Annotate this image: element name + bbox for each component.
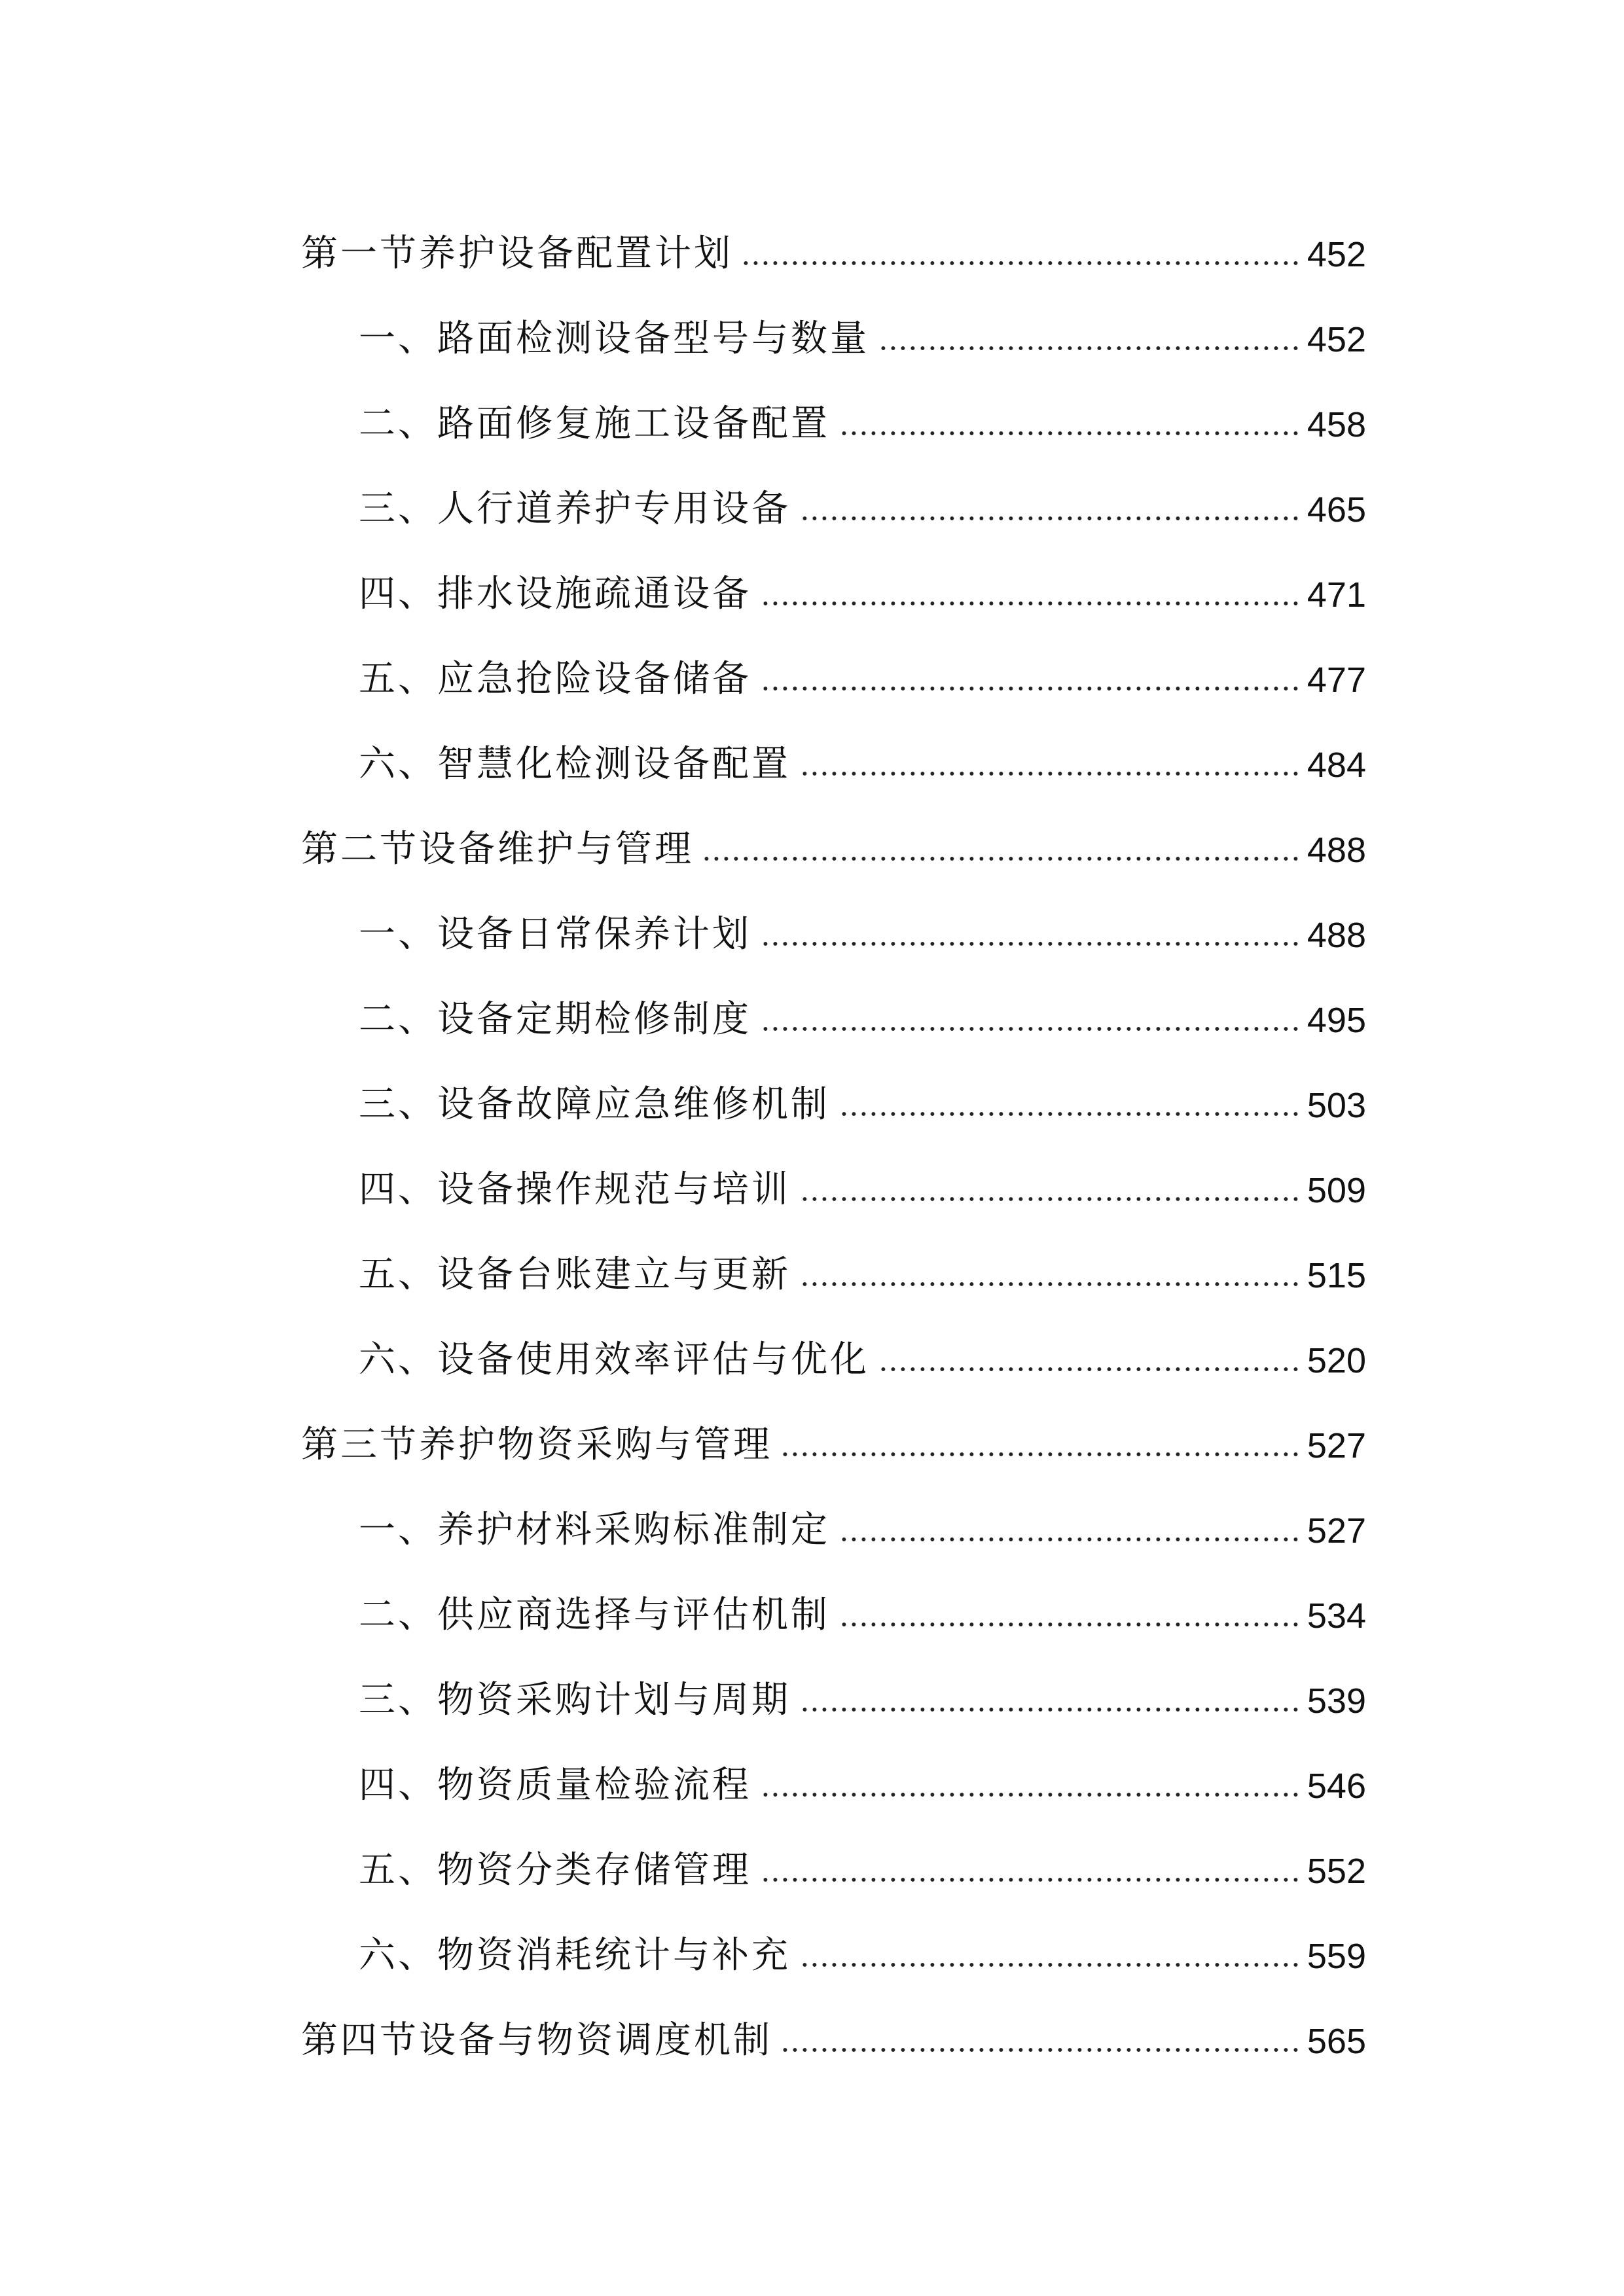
dot-leader <box>761 1876 1301 1884</box>
dot-leader <box>761 940 1301 948</box>
toc-entry-page: 565 <box>1307 2022 1366 2061</box>
dot-leader <box>839 1621 1301 1628</box>
dot-leader <box>800 1280 1301 1288</box>
toc-entry-title: 二、设备定期检修制度 <box>359 998 751 1041</box>
toc-entry-page: 527 <box>1307 1426 1366 1465</box>
toc-entry-page: 484 <box>1307 745 1366 785</box>
toc-entry[interactable] <box>359 634 1366 699</box>
toc-entry-title: 二、路面修复施工设备配置 <box>359 403 830 445</box>
toc-entry[interactable] <box>359 889 1366 954</box>
dot-leader <box>839 1535 1301 1543</box>
dot-leader <box>878 1365 1301 1373</box>
toc-entry-page: 495 <box>1307 1001 1366 1040</box>
toc-entry-title: 一、设备日常保养计划 <box>359 913 751 956</box>
toc-entry-title: 第一节养护设备配置计划 <box>301 232 733 275</box>
dot-leader <box>761 1025 1301 1033</box>
toc-entry[interactable] <box>359 293 1366 359</box>
toc-entry-title: 六、物资消耗统计与补充 <box>359 1934 791 1977</box>
toc-entry-page: 452 <box>1307 320 1366 359</box>
toc-entry-page: 488 <box>1307 916 1366 955</box>
dot-leader <box>800 514 1301 522</box>
toc-entry[interactable] <box>301 804 1366 869</box>
toc-entry[interactable] <box>359 1314 1366 1380</box>
toc-entry[interactable] <box>359 1740 1366 1805</box>
toc-entry-page: 559 <box>1307 1937 1366 1976</box>
toc-entry-page: 539 <box>1307 1681 1366 1721</box>
toc-entry[interactable] <box>359 1229 1366 1295</box>
dot-leader <box>761 685 1301 692</box>
dot-leader <box>800 1961 1301 1969</box>
toc-entry[interactable] <box>359 719 1366 784</box>
toc-entry[interactable] <box>359 1059 1366 1124</box>
toc-entry[interactable] <box>359 378 1366 444</box>
dot-leader <box>800 1195 1301 1203</box>
toc-entry[interactable] <box>359 548 1366 614</box>
toc-entry-page: 452 <box>1307 235 1366 274</box>
dot-leader <box>782 1450 1301 1458</box>
toc-entry-page: 534 <box>1307 1596 1366 1636</box>
toc-entry-title: 四、设备操作规范与培训 <box>359 1168 791 1211</box>
dot-leader <box>761 1791 1301 1799</box>
toc-entry[interactable] <box>301 1399 1366 1465</box>
toc-entry-title: 六、智慧化检测设备配置 <box>359 743 791 785</box>
dot-leader <box>782 2046 1301 2054</box>
dot-leader <box>839 1110 1301 1118</box>
toc-entry-title: 五、物资分类存储管理 <box>359 1849 751 1892</box>
dot-leader <box>800 1706 1301 1713</box>
dot-leader <box>878 344 1301 352</box>
toc-entry[interactable] <box>359 1910 1366 1975</box>
toc-entry-page: 515 <box>1307 1256 1366 1295</box>
toc-entry-title: 六、设备使用效率评估与优化 <box>359 1338 869 1381</box>
toc-entry-page: 546 <box>1307 1767 1366 1806</box>
dot-leader <box>800 770 1301 778</box>
toc-entry[interactable] <box>359 1144 1366 1210</box>
dot-leader <box>839 429 1301 437</box>
toc-entry[interactable] <box>359 1655 1366 1720</box>
dot-leader <box>703 855 1301 863</box>
toc-entry-title: 四、排水设施疏通设备 <box>359 573 751 615</box>
toc-entry-page: 509 <box>1307 1171 1366 1210</box>
toc-entry-title: 第三节养护物资采购与管理 <box>301 1424 772 1466</box>
toc-entry-page: 458 <box>1307 405 1366 444</box>
toc-entry-title: 二、供应商选择与评估机制 <box>359 1594 830 1636</box>
toc-entry-page: 488 <box>1307 831 1366 870</box>
toc-entry-title: 三、设备故障应急维修机制 <box>359 1083 830 1126</box>
toc-entry-title: 五、应急抢险设备储备 <box>359 658 751 700</box>
toc-entry[interactable] <box>359 1570 1366 1635</box>
toc-entry-page: 465 <box>1307 490 1366 529</box>
toc-entry-page: 552 <box>1307 1852 1366 1891</box>
toc-entry-title: 一、路面检测设备型号与数量 <box>359 317 869 360</box>
toc-entry-page: 477 <box>1307 660 1366 700</box>
dot-leader <box>761 600 1301 607</box>
toc-entry[interactable] <box>301 1995 1366 2060</box>
toc-entry[interactable] <box>359 974 1366 1039</box>
toc-entry-page: 503 <box>1307 1086 1366 1125</box>
toc-entry-title: 四、物资质量检验流程 <box>359 1764 751 1806</box>
toc-entry-page: 527 <box>1307 1511 1366 1551</box>
toc-entry-title: 五、设备台账建立与更新 <box>359 1253 791 1296</box>
toc-entry-title: 第四节设备与物资调度机制 <box>301 2019 772 2062</box>
toc-entry-title: 一、养护材料采购标准制定 <box>359 1509 830 1551</box>
toc-entry[interactable] <box>359 1484 1366 1550</box>
toc-entry[interactable] <box>301 208 1366 274</box>
toc-entry-title: 三、人行道养护专用设备 <box>359 488 791 530</box>
toc-entry-title: 三、物资采购计划与周期 <box>359 1679 791 1721</box>
dot-leader <box>742 259 1301 267</box>
toc-entry-title: 第二节设备维护与管理 <box>301 828 694 870</box>
toc-entry-page: 471 <box>1307 575 1366 615</box>
toc-entry[interactable] <box>359 1825 1366 1890</box>
toc-entry-page: 520 <box>1307 1341 1366 1380</box>
toc-entry[interactable] <box>359 463 1366 529</box>
